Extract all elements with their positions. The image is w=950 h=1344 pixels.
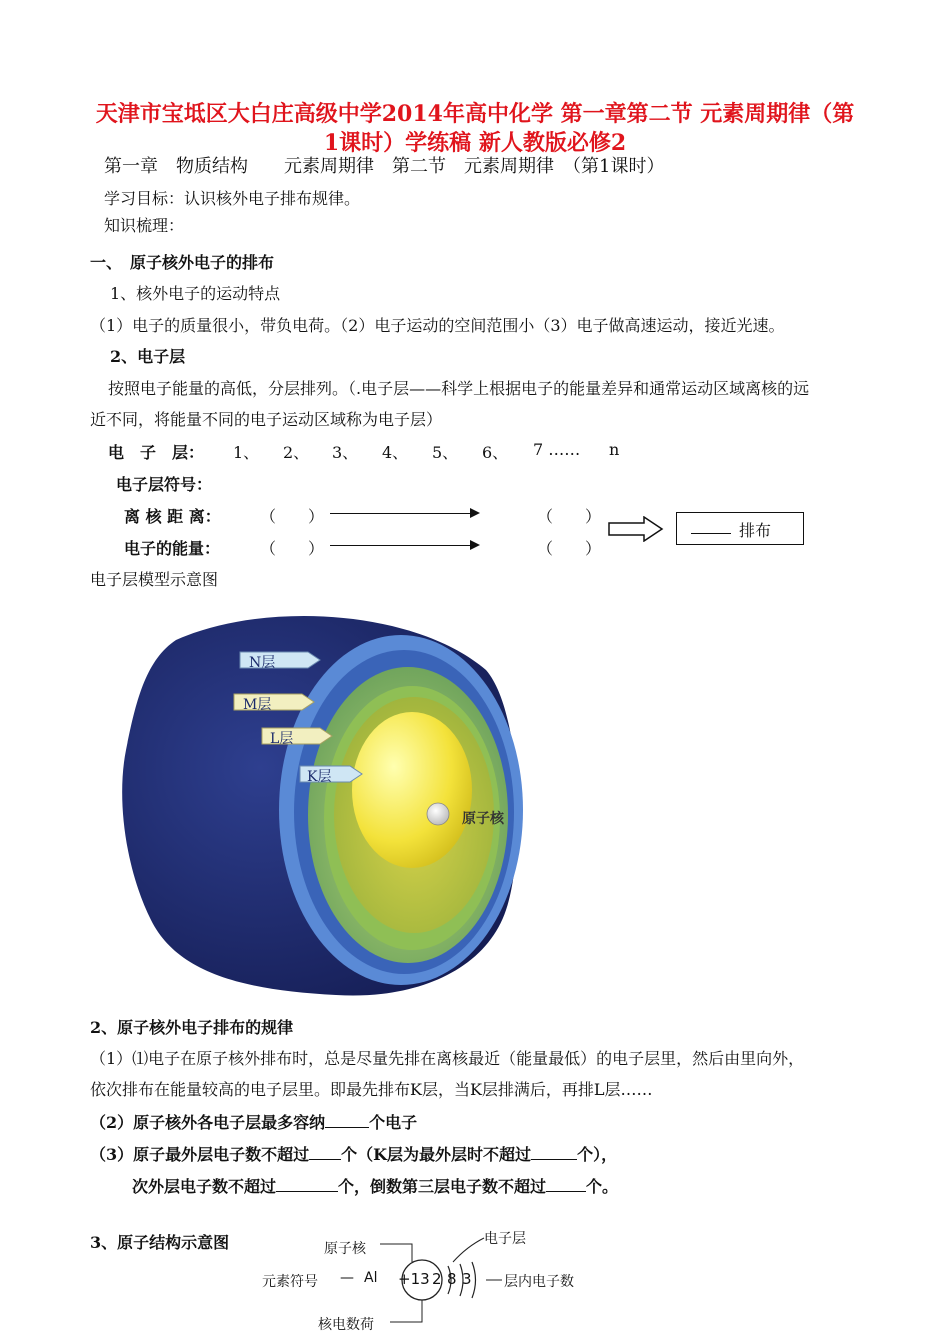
- energy-arrow-line: [330, 545, 470, 546]
- rule3-outer-blank[interactable]: [309, 1159, 341, 1160]
- diagram-nuclear-charge-label: 核电数荷: [318, 1317, 374, 1333]
- item1-heading: 1、核外电子的运动特点: [110, 284, 281, 303]
- rule3-line1-middle: 个（K层为最外层时不超过: [341, 1145, 532, 1164]
- layer-number-2: 2、: [283, 443, 310, 462]
- knowledge-heading: 知识梳理：: [104, 216, 185, 235]
- item2-text-line2: 近不同，将能量不同的电子运动区域称为电子层）: [90, 410, 443, 429]
- diagram-shell-label: 电子层: [484, 1231, 526, 1247]
- item1-text: （1）电子的质量很小，带负电荷。（2）电子运动的空间范围小（3）电子做高速运动，接近光速。: [90, 316, 785, 335]
- shell-label-k: K层: [307, 769, 332, 785]
- diagram-charge: +13: [398, 1270, 430, 1288]
- layer-number-3: 3、: [332, 443, 359, 462]
- layer-number-4: 4、: [382, 443, 409, 462]
- rule3-line2-prefix: 次外层电子数不超过: [132, 1177, 277, 1196]
- diagram-per-layer-label: 层内电子数: [504, 1274, 574, 1290]
- distance-arrow-line: [330, 513, 470, 514]
- rule1-line2: 依次排布在能量较高的电子层里。即最先排布K层，当K层排满后，再排L层……: [90, 1080, 653, 1099]
- learning-objective: 学习目标：认识核外电子排布规律。: [104, 189, 361, 208]
- diagram-electrons-k: 2: [432, 1270, 442, 1288]
- distribution-box: [676, 512, 804, 545]
- item2-text-line1: 按照电子能量的高低，分层排列。（.电子层——科学上根据电子的能量差异和通常运动区域离核的远: [108, 379, 810, 398]
- rule3-line1-prefix: （3）原子最外层电子数不超过: [90, 1145, 310, 1164]
- layer-number-7: 7 ……: [533, 440, 581, 459]
- layer-number-6: 6、: [482, 443, 509, 462]
- layer-number-n: n: [609, 440, 620, 459]
- model-caption: 电子层模型示意图: [90, 570, 219, 589]
- diagram-element: Al: [364, 1270, 378, 1286]
- distribution-label: 排布: [739, 521, 772, 540]
- rule3-third-blank[interactable]: [546, 1191, 586, 1192]
- rule3-second-blank[interactable]: [276, 1191, 338, 1192]
- distance-arrow-head: [470, 508, 480, 518]
- layer-number-1: 1、: [233, 443, 260, 462]
- rule1-line1: （1）⑴电子在原子核外排布时，总是尽量先排在离核最近（能量最低）的电子层里，然后由里向外，: [90, 1049, 805, 1068]
- rule3-line2-suffix: 个。: [586, 1177, 619, 1196]
- rule2-suffix: 个电子: [369, 1113, 418, 1132]
- distance-paren-right: （ ）: [537, 507, 602, 526]
- energy-label: 电子的能量：: [124, 539, 221, 558]
- electron-shell-model-figure: [116, 600, 526, 1000]
- section2-heading: 2、原子核外电子排布的规律: [90, 1018, 294, 1037]
- document-title-line2: 1课时）学练稿 新人教版必修2: [323, 130, 627, 156]
- rule3-line1-suffix: 个），: [577, 1145, 618, 1164]
- rule2: [90, 1110, 417, 1133]
- energy-arrow-head: [470, 540, 480, 550]
- diagram-nucleus-label: 原子核: [324, 1241, 366, 1257]
- hollow-right-arrow-icon: [608, 516, 664, 542]
- nucleus-label: 原子核: [462, 811, 504, 827]
- shell-label-l: L层: [270, 731, 294, 747]
- layer-number-5: 5、: [432, 443, 459, 462]
- shell-label-m: M层: [243, 697, 272, 713]
- section1-heading: 一、 原子核外电子的排布: [90, 253, 275, 272]
- energy-paren-right: （ ）: [537, 539, 602, 558]
- layers-label: 电 子 层：: [108, 443, 205, 462]
- rule3-line2-middle: 个，倒数第三层电子数不超过: [338, 1177, 547, 1196]
- rule2-blank[interactable]: [325, 1127, 369, 1128]
- shell-label-n: N层: [249, 655, 276, 671]
- section3-heading: 3、原子结构示意图: [90, 1233, 230, 1252]
- distance-label: 离 核 距 离：: [124, 507, 221, 526]
- rule3-line1: [90, 1142, 617, 1165]
- symbol-label: 电子层符号：: [116, 475, 213, 494]
- diagram-electrons-m: 3: [462, 1270, 472, 1288]
- rule3-k-blank[interactable]: [531, 1159, 577, 1160]
- chapter-subtitle: 第一章 物质结构 元素周期律 第二节 元素周期律 （第1课时）: [104, 156, 665, 177]
- rule2-prefix: （2）原子核外各电子层最多容纳: [90, 1113, 326, 1132]
- diagram-symbol-label: 元素符号: [262, 1274, 318, 1290]
- energy-paren-left: （ ）: [260, 539, 325, 558]
- diagram-dash: —: [340, 1270, 354, 1286]
- distance-paren-left: （ ）: [260, 507, 325, 526]
- diagram-electrons-l: 8: [447, 1270, 457, 1288]
- document-title-line1: 天津市宝坻区大白庄高级中学2014年高中化学 第一章第二节 元素周期律（第: [95, 101, 855, 127]
- item2-heading: 2、电子层: [110, 347, 186, 366]
- distribution-blank[interactable]: [691, 533, 731, 534]
- rule3-line2: [132, 1174, 618, 1197]
